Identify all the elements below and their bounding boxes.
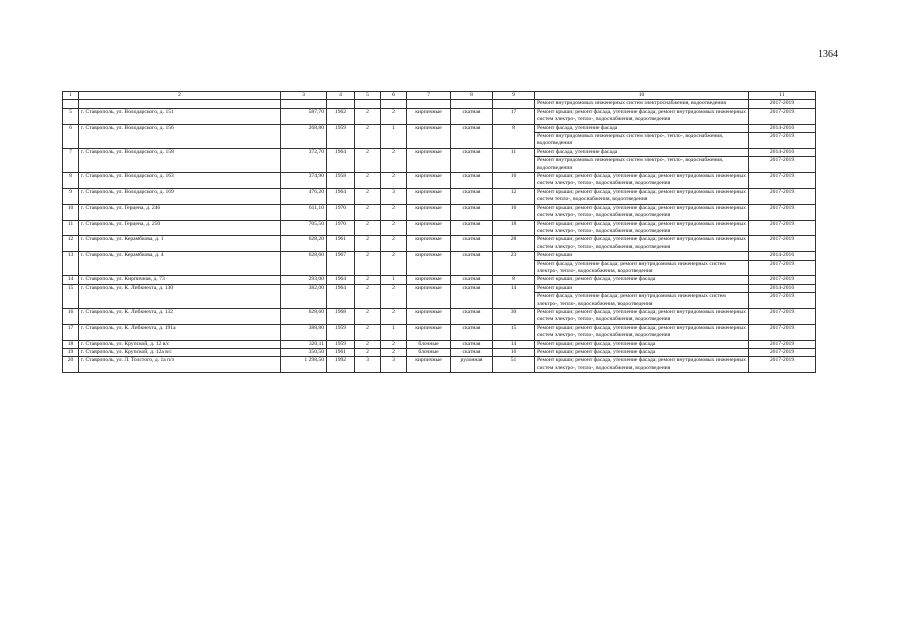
cell-period: 2017-2019: [749, 100, 816, 108]
cell-roof: скатная: [451, 284, 493, 308]
cell-period: 2017-2019: [749, 349, 816, 357]
column-number: 2: [79, 92, 281, 100]
cell-apartments: 16: [493, 204, 535, 220]
cell-period: 2017-2019: [749, 157, 816, 173]
cell-period: 2014-2016: [749, 124, 816, 132]
cell-works: Ремонт крыши: [535, 284, 749, 292]
housing-register-table: [62, 91, 816, 373]
cell-works: Ремонт крыши: [535, 252, 749, 260]
cell-area: 350,50: [281, 349, 327, 357]
cell-period: 2017-2019: [749, 220, 816, 236]
cell-entrances: 2: [381, 173, 407, 189]
cell-period: 2017-2019: [749, 204, 816, 220]
table-row: [63, 252, 816, 260]
cell-works: Ремонт крыши; ремонт фасада, утепление фасада; ремонт внутридомовых инженерных систем электро-, тепло-, водоснабжения, водоотведения: [535, 220, 749, 236]
column-number: 9: [493, 92, 535, 100]
column-number: 4: [327, 92, 355, 100]
cell-works: Ремонт крыши; ремонт фасада, утепление фасада; ремонт внутридомовых инженерных систем тепло-, водоснабжения, водоотведения: [535, 188, 749, 204]
cell-entrances: 2: [381, 236, 407, 252]
cell-apartments: 8: [493, 124, 535, 148]
cell-row-number: 20: [63, 357, 79, 373]
cell-roof: [451, 100, 493, 108]
table-row: [63, 124, 816, 132]
cell-area: 628,60: [281, 308, 327, 324]
cell-year: 1967: [327, 252, 355, 276]
cell-period: 2017-2019: [749, 188, 816, 204]
column-number: 5: [355, 92, 381, 100]
cell-address: г. Ставрополь, ул. Володарского, д. 151: [79, 108, 281, 124]
cell-works: Ремонт крыши; ремонт фасада, утепление фасада; ремонт внутридомовых инженерных систем электро-, тепло-, водоснабжения, водоотведения: [535, 308, 749, 324]
cell-floors: 2: [355, 204, 381, 220]
cell-walls: кирпичные: [407, 308, 451, 324]
cell-year: 1964: [327, 284, 355, 308]
column-number: 6: [381, 92, 407, 100]
cell-address: г. Ставрополь, ул. Володарского, д. 163: [79, 173, 281, 189]
cell-apartments: 23: [493, 252, 535, 276]
cell-year: 1992: [327, 357, 355, 373]
cell-row-number: 5: [63, 108, 79, 124]
table-row: [63, 276, 816, 284]
cell-address: [79, 100, 281, 108]
cell-entrances: 2: [381, 220, 407, 236]
cell-period: 2014-2016: [749, 148, 816, 156]
cell-roof: скатная: [451, 108, 493, 124]
cell-year: 1958: [327, 173, 355, 189]
cell-floors: 3: [355, 357, 381, 373]
cell-row-number: 15: [63, 284, 79, 308]
cell-roof: скатная: [451, 236, 493, 252]
cell-floors: 2: [355, 276, 381, 284]
cell-period: 2017-2019: [749, 308, 816, 324]
cell-works: Ремонт крыши; ремонт фасада, утепление фасада; ремонт внутридомовых инженерных систем электро-, тепло-, водоснабжения, водоотведения: [535, 204, 749, 220]
cell-year: 1962: [327, 108, 355, 124]
cell-works: Ремонт крыши; ремонт фасада, утепление фасада; ремонт внутридомовых инженерных систем электро-, тепло-, водоснабжения, водоотведения: [535, 108, 749, 124]
table-row: [63, 236, 816, 252]
cell-works: Ремонт крыши; ремонт фасада, утепление фасада; ремонт внутридомовых инженерных систем электро-, тепло-, водоснабжения, водоотведения: [535, 236, 749, 252]
cell-row-number: 11: [63, 220, 79, 236]
cell-row-number: 10: [63, 204, 79, 220]
cell-floors: [355, 100, 381, 108]
cell-floors: 2: [355, 252, 381, 276]
cell-year: 1959: [327, 124, 355, 148]
cell-entrances: 2: [381, 284, 407, 308]
cell-address: г. Ставрополь, ул. Володарского, д. 158: [79, 148, 281, 172]
cell-entrances: 1: [381, 124, 407, 148]
cell-row-number: 14: [63, 276, 79, 284]
cell-walls: кирпичные: [407, 204, 451, 220]
cell-works: Ремонт внутридомовых инженерных систем электроснабжения, водоотведения: [535, 100, 749, 108]
cell-walls: [407, 100, 451, 108]
cell-address: г. Ставрополь, ул. Л. Толстого, д. 1а п/з: [79, 357, 281, 373]
cell-area: 382,00: [281, 284, 327, 308]
table-row: [63, 340, 816, 348]
cell-row-number: 12: [63, 236, 79, 252]
cell-floors: 2: [355, 148, 381, 172]
cell-entrances: 2: [381, 148, 407, 172]
cell-year: 1964: [327, 276, 355, 284]
cell-area: 1 298,50: [281, 357, 327, 373]
cell-floors: 2: [355, 308, 381, 324]
cell-entrances: 2: [381, 340, 407, 348]
cell-address: г. Ставрополь, ул. Володарского, д. 156: [79, 124, 281, 148]
cell-address: г. Ставрополь, ул. Герцена, д. 246: [79, 204, 281, 220]
cell-apartments: 17: [493, 108, 535, 124]
cell-apartments: 28: [493, 236, 535, 252]
cell-area: 374,90: [281, 173, 327, 189]
cell-works: Ремонт фасада, утепление фасада; ремонт внутридомовых инженерных систем электро-, тепло-, водоснабжения, водоотведения: [535, 293, 749, 309]
cell-address: г. Ставрополь, ул. К. Либкнехта, д. 191а: [79, 324, 281, 340]
cell-entrances: [381, 100, 407, 108]
cell-area: 268,80: [281, 124, 327, 148]
page-number: 1364: [818, 49, 838, 60]
table-row: [63, 108, 816, 124]
cell-row-number: [63, 100, 79, 108]
cell-period: 2017-2019: [749, 260, 816, 276]
table-row: [63, 357, 816, 373]
cell-works: Ремонт фасада, утепление фасада; ремонт внутридомовых инженерных систем электро-, тепло-, водоснабжения, водоотведения: [535, 260, 749, 276]
cell-works: Ремонт внутридомовых инженерных систем электро-, тепло-, водоснабжения, водоотведения: [535, 133, 749, 149]
cell-apartments: 16: [493, 173, 535, 189]
table-row: [63, 173, 816, 189]
cell-floors: 2: [355, 349, 381, 357]
cell-area: 372,70: [281, 148, 327, 172]
column-number: 8: [451, 92, 493, 100]
cell-address: г. Ставрополь, ул. Керамбкова, д. 4: [79, 252, 281, 276]
cell-entrances: 3: [381, 188, 407, 204]
cell-floors: 2: [355, 220, 381, 236]
cell-year: [327, 100, 355, 108]
cell-year: 1970: [327, 204, 355, 220]
cell-year: 1964: [327, 148, 355, 172]
cell-row-number: 6: [63, 124, 79, 148]
cell-row-number: 9: [63, 188, 79, 204]
table-row: [63, 204, 816, 220]
cell-area: 628,20: [281, 236, 327, 252]
cell-area: 476,20: [281, 188, 327, 204]
cell-apartments: [493, 100, 535, 108]
cell-roof: скатная: [451, 204, 493, 220]
cell-row-number: 13: [63, 252, 79, 276]
cell-walls: кирпичные: [407, 324, 451, 340]
cell-works: Ремонт крыши; ремонт фасада, утепление фасада; ремонт внутридомовых инженерных систем электро-, тепло-, водоснабжения, водоотведения: [535, 357, 749, 373]
cell-entrances: 1: [381, 324, 407, 340]
column-number: 7: [407, 92, 451, 100]
cell-address: г. Ставрополь, ул. Крупской, д. 12а в/с: [79, 349, 281, 357]
cell-address: г. Ставрополь, ул. Володарского, д. 169: [79, 188, 281, 204]
cell-year: 1959: [327, 340, 355, 348]
cell-walls: кирпичные: [407, 357, 451, 373]
cell-period: 2017-2019: [749, 324, 816, 340]
cell-works: Ремонт крыши; ремонт фасада, утепление фасада: [535, 340, 749, 348]
cell-row-number: 8: [63, 173, 79, 189]
cell-walls: кирпичные: [407, 276, 451, 284]
cell-walls: кирпичные: [407, 220, 451, 236]
cell-year: 1961: [327, 349, 355, 357]
cell-roof: скатная: [451, 340, 493, 348]
cell-floors: 2: [355, 188, 381, 204]
cell-apartments: 11: [493, 148, 535, 172]
cell-row-number: 17: [63, 324, 79, 340]
cell-apartments: 8: [493, 276, 535, 284]
cell-roof: скатная: [451, 308, 493, 324]
column-number: 10: [535, 92, 749, 100]
cell-walls: блочные: [407, 340, 451, 348]
cell-area: 705,50: [281, 220, 327, 236]
cell-floors: 2: [355, 340, 381, 348]
cell-address: г. Ставрополь, ул. Кирпичная, д. 73: [79, 276, 281, 284]
cell-walls: кирпичные: [407, 284, 451, 308]
column-number: 1: [63, 92, 79, 100]
cell-row-number: 18: [63, 340, 79, 348]
cell-year: 1964: [327, 188, 355, 204]
cell-period: 2017-2019: [749, 173, 816, 189]
cell-works: Ремонт фасада, утепление фасада: [535, 124, 749, 132]
cell-floors: 2: [355, 236, 381, 252]
cell-row-number: 7: [63, 148, 79, 172]
cell-area: 587,70: [281, 108, 327, 124]
cell-entrances: 2: [381, 308, 407, 324]
cell-roof: рулонная: [451, 357, 493, 373]
cell-period: 2014-2016: [749, 252, 816, 260]
cell-walls: кирпичные: [407, 108, 451, 124]
cell-works: Ремонт фасада, утепление фасада: [535, 148, 749, 156]
cell-address: г. Ставрополь, ул. Керамбкова, д. 1: [79, 236, 281, 252]
cell-walls: кирпичные: [407, 124, 451, 148]
cell-address: г. Ставрополь, ул. Крупской, д. 12 в/с: [79, 340, 281, 348]
cell-area: [281, 100, 327, 108]
cell-works: Ремонт крыши; ремонт фасада, утепление фасада; ремонт внутридомовых инженерных систем электро-, тепло-, водоснабжения, водоотведения: [535, 324, 749, 340]
cell-apartments: 12: [493, 188, 535, 204]
cell-roof: скатная: [451, 220, 493, 236]
column-number: 3: [281, 92, 327, 100]
table-row: [63, 284, 816, 292]
table-row: [63, 324, 816, 340]
table-row: [63, 308, 816, 324]
cell-apartments: 15: [493, 324, 535, 340]
cell-year: 1970: [327, 220, 355, 236]
cell-roof: скатная: [451, 173, 493, 189]
cell-apartments: 18: [493, 220, 535, 236]
cell-entrances: 2: [381, 204, 407, 220]
cell-walls: кирпичные: [407, 236, 451, 252]
table-row: [63, 148, 816, 156]
cell-walls: кирпичные: [407, 252, 451, 276]
cell-roof: скатная: [451, 148, 493, 172]
cell-floors: 2: [355, 173, 381, 189]
cell-area: 388,80: [281, 324, 327, 340]
cell-address: г. Ставрополь, ул. К. Либкнехта, д. 130: [79, 284, 281, 308]
cell-floors: 2: [355, 108, 381, 124]
cell-period: 2017-2019: [749, 236, 816, 252]
cell-entrances: 1: [381, 276, 407, 284]
cell-period: 2017-2019: [749, 357, 816, 373]
cell-works: Ремонт крыши; ремонт фасада, утепление фасада; ремонт внутридомовых инженерных систем электро-, тепло-, водоснабжения, водоотведения: [535, 173, 749, 189]
cell-entrances: 2: [381, 108, 407, 124]
cell-apartments: 16: [493, 349, 535, 357]
cell-apartments: 14: [493, 340, 535, 348]
cell-floors: 2: [355, 324, 381, 340]
cell-roof: скатная: [451, 349, 493, 357]
cell-address: г. Ставрополь, ул. К. Либкнехта, д. 132: [79, 308, 281, 324]
cell-area: 628,60: [281, 252, 327, 276]
cell-row-number: 19: [63, 349, 79, 357]
cell-roof: скатная: [451, 324, 493, 340]
cell-row-number: 16: [63, 308, 79, 324]
cell-roof: скатная: [451, 188, 493, 204]
cell-works: Ремонт внутридомовых инженерных систем электро-, тепло-, водоснабжения, водоотведения: [535, 157, 749, 173]
cell-entrances: 3: [381, 357, 407, 373]
cell-walls: блочные: [407, 349, 451, 357]
table-row: [63, 100, 816, 108]
cell-works: Ремонт крыши; ремонт фасада, утепление фасада: [535, 349, 749, 357]
cell-year: 1959: [327, 324, 355, 340]
table-row: [63, 220, 816, 236]
column-number-row: [63, 92, 816, 100]
cell-year: 1968: [327, 308, 355, 324]
cell-roof: скатная: [451, 124, 493, 148]
cell-walls: кирпичные: [407, 148, 451, 172]
cell-roof: скатная: [451, 276, 493, 284]
column-number: 11: [749, 92, 816, 100]
cell-period: 2017-2019: [749, 133, 816, 149]
cell-period: 2014-2016: [749, 284, 816, 292]
cell-apartments: 51: [493, 357, 535, 373]
cell-apartments: 30: [493, 308, 535, 324]
cell-period: 2017-2019: [749, 276, 816, 284]
cell-period: 2017-2019: [749, 293, 816, 309]
table-row: [63, 349, 816, 357]
cell-period: 2017-2019: [749, 108, 816, 124]
cell-works: Ремонт крыши; ремонт фасада, утепление фасада: [535, 276, 749, 284]
cell-area: 320,11: [281, 340, 327, 348]
cell-year: 1961: [327, 236, 355, 252]
cell-floors: 2: [355, 284, 381, 308]
cell-walls: кирпичные: [407, 173, 451, 189]
cell-area: 293,00: [281, 276, 327, 284]
cell-walls: кирпичные: [407, 188, 451, 204]
cell-area: 611,10: [281, 204, 327, 220]
cell-apartments: 14: [493, 284, 535, 308]
cell-roof: скатная: [451, 252, 493, 276]
table-row: [63, 188, 816, 204]
cell-address: г. Ставрополь, ул. Герцена, д. 250: [79, 220, 281, 236]
cell-floors: 2: [355, 124, 381, 148]
cell-entrances: 2: [381, 252, 407, 276]
cell-period: 2017-2019: [749, 340, 816, 348]
cell-entrances: 2: [381, 349, 407, 357]
